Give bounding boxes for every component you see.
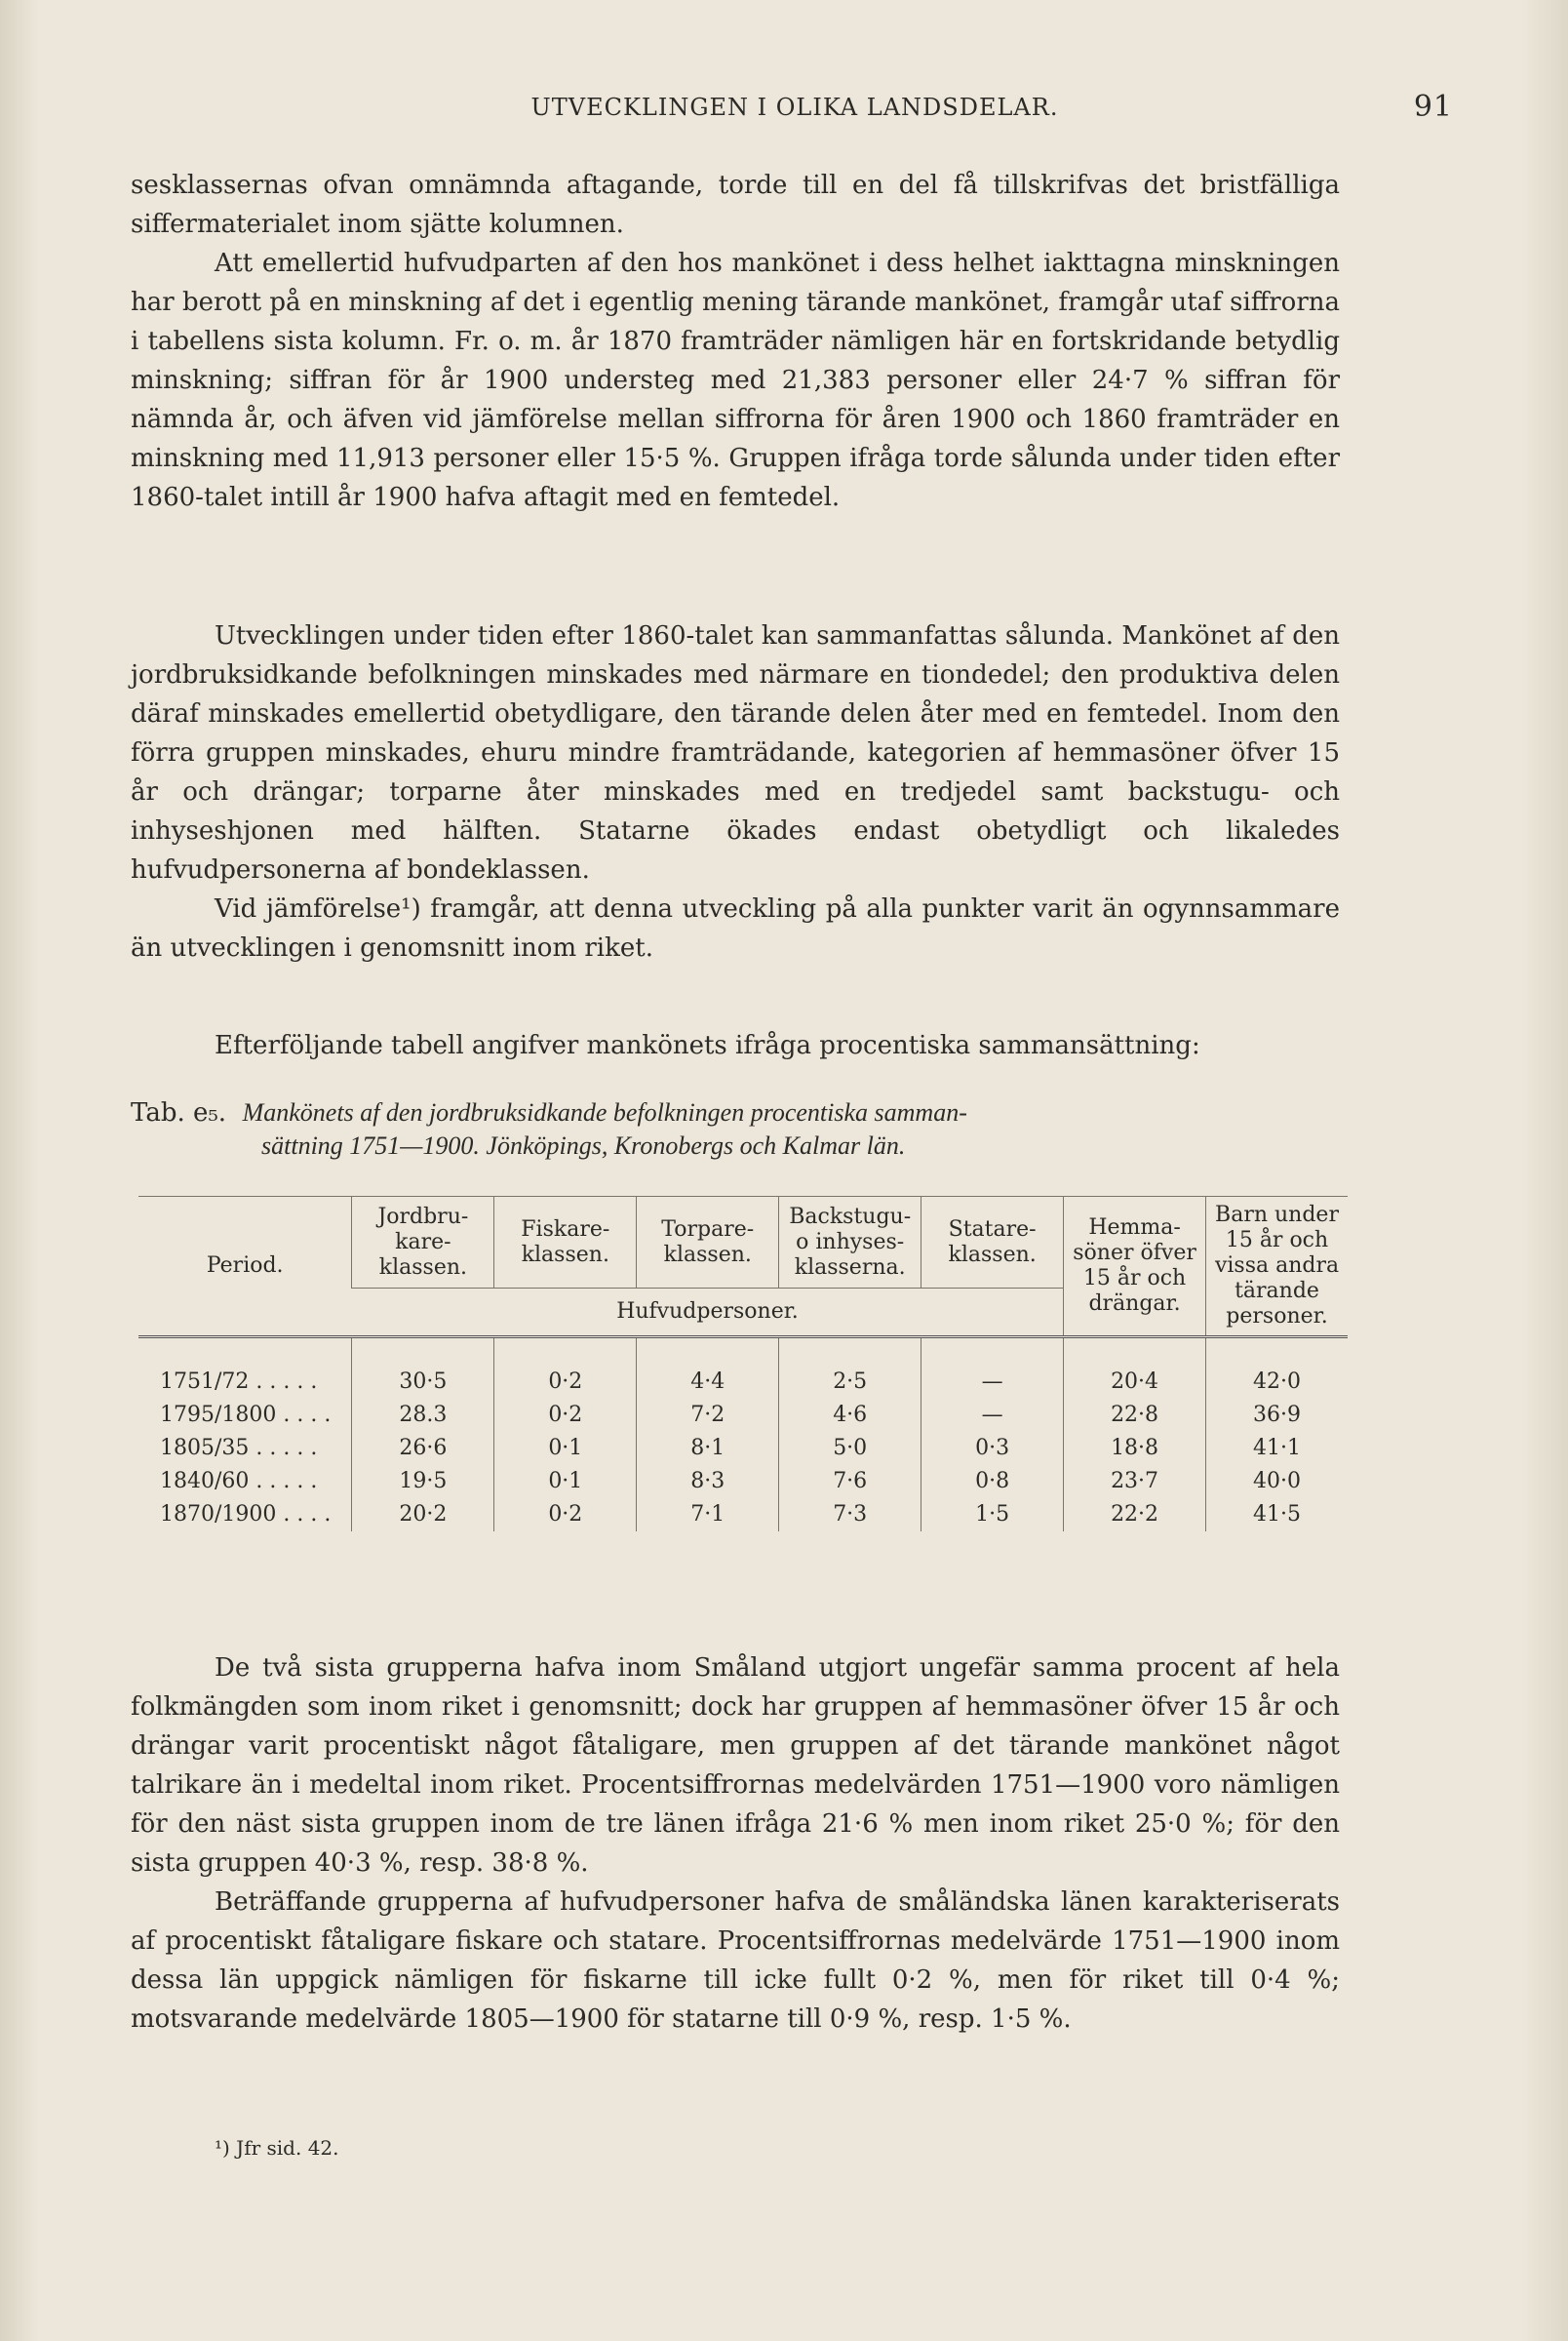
value-cell: 18·8	[1064, 1432, 1206, 1465]
header-jordbrukare: Jordbrukareklassen.	[352, 1197, 494, 1289]
value-cell: 22·2	[1064, 1498, 1206, 1531]
value-cell: 41·1	[1206, 1432, 1348, 1465]
value-cell: —	[921, 1399, 1064, 1432]
value-cell: —	[921, 1337, 1064, 1400]
paragraph: Efterföljande tabell angifver mankönets ifråga procentiska sammansättning:	[215, 1031, 1200, 1060]
header-statare: Statareklassen.	[921, 1197, 1064, 1289]
text-block-2	[131, 616, 1340, 968]
value-cell: 30·5	[352, 1337, 494, 1400]
table-row	[138, 1337, 1348, 1400]
header-barn: Barn under 15 år och vissa andra tärande personer.	[1206, 1197, 1348, 1337]
period-cell: 1751/72 . . . . .	[160, 1369, 318, 1394]
period-cell: 1840/60 . . . . .	[160, 1469, 318, 1493]
paragraph: Beträffande grupperna af hufvudpersoner hafva de småländska länen karakteriserats af procentiskt fåtaligare fiskare och statare. Procentsiffrornas medelvärde 1751—1900 inom dessa län uppgick nämligen för fiskarne till icke fullt 0·2 %, men för riket till 0·4 %; motsvarande medelvärde 1805—1900 för statarne till 0·9 %, resp. 1·5 %.	[131, 1887, 1340, 2034]
value-cell: 41·5	[1206, 1498, 1348, 1531]
paragraph: Utvecklingen under tiden efter 1860-talet kan sammanfattas sålunda. Mankönet af den jordbruksidkande befolkningen minskades med närmare en tiondedel; den produktiva delen däraf minskades emellertid obetydligare, den tärande delen åter med en femtedel. Inom den förra gruppen minskades, ehuru mindre framträdande, kategorien af hemmasöner öfver 15 år och drängar; torparne åter minskades med en tredjedel samt backstugu- och inhyseshjonen med hälften. Statarne ökades endast obetydligt och likaledes hufvudpersonerna af bondeklassen.	[131, 621, 1340, 885]
header-period: Period.	[206, 1253, 284, 1278]
value-cell: 19·5	[352, 1465, 494, 1498]
value-cell: 7·2	[637, 1399, 779, 1432]
header-backstugu: Backstugu- o inhysesklasserna.	[779, 1197, 921, 1289]
text-block-4	[131, 1648, 1340, 2039]
value-cell: 0·2	[494, 1399, 637, 1432]
table-row	[138, 1465, 1348, 1498]
header-hemmasoner: Hemmasöner öfver 15 år och drängar.	[1064, 1197, 1206, 1337]
running-head	[137, 90, 1453, 133]
running-title: UTVECKLINGEN I OLIKA LANDSDELAR.	[530, 94, 1059, 121]
value-cell: 7·1	[637, 1498, 779, 1531]
value-cell: 26·6	[352, 1432, 494, 1465]
value-cell: 0·2	[494, 1337, 637, 1400]
table-row	[138, 1399, 1348, 1432]
period-cell: 1805/35 . . . . .	[160, 1436, 318, 1460]
value-cell: 0·1	[494, 1465, 637, 1498]
header-fiskare: Fiskareklassen.	[494, 1197, 637, 1289]
period-cell: 1870/1900 . . . .	[160, 1502, 332, 1527]
value-cell: 40·0	[1206, 1465, 1348, 1498]
value-cell: 22·8	[1064, 1399, 1206, 1432]
table-body	[138, 1337, 1348, 1532]
header-torpare: Torpareklassen.	[637, 1197, 779, 1289]
table-caption	[131, 1096, 1350, 1163]
paragraph: Att emellertid hufvudparten af den hos mankönet i dess helhet iakttagna minskningen har berott på en minskning af det i egentlig mening tärande mankönet, framgår utaf siffrorna i tabellens sista kolumn. Fr. o. m. år 1870 framträder nämligen här en fortskridande betydlig minskning; siffran för år 1900 understeg med 21,383 personer eller 24·7 % siffran för nämnda år, och äfven vid jämförelse mellan siffrorna för åren 1900 och 1860 framträder en minskning med 11,913 personer eller 15·5 %. Gruppen ifråga torde sålunda under tiden efter 1860-talet intill år 1900 hafva aftagit med en femtedel.	[131, 249, 1340, 512]
value-cell: 28.3	[352, 1399, 494, 1432]
paragraph: sesklassernas ofvan omnämnda aftagande, torde till en del få tillskrifvas det bristfälliga siffermaterialet inom sjätte kolumnen.	[131, 171, 1340, 239]
paragraph: Vid jämförelse¹) framgår, att denna utveckling på alla punkter varit än ogynnsammare än utvecklingen i genomsnitt inom riket.	[131, 894, 1340, 963]
value-cell: 4·4	[637, 1337, 779, 1400]
footnote: ¹) Jfr sid. 42.	[215, 2136, 339, 2160]
value-cell: 5·0	[779, 1432, 921, 1465]
value-cell: 7·3	[779, 1498, 921, 1531]
value-cell: 7·6	[779, 1465, 921, 1498]
value-cell: 8·1	[637, 1432, 779, 1465]
value-cell: 2·5	[779, 1337, 921, 1400]
caption-line-1: Mankönets af den jordbruksidkande befolkningen procentiska samman-	[242, 1098, 967, 1127]
value-cell: 36·9	[1206, 1399, 1348, 1432]
paragraph: De två sista grupperna hafva inom Småland utgjort ungefär samma procent af hela folkmängden som inom riket i genomsnitt; dock har gruppen af hemmasöner öfver 15 år och drängar varit procentiskt något fåtaligare, men gruppen af det tärande mankönet något talrikare än i medeltal inom riket. Procentsiffrornas medelvärden 1751—1900 voro nämligen för den näst sista gruppen inom de tre länen ifråga 21·6 % men inom riket 25·0 %; för den sista gruppen 40·3 %, resp. 38·8 %.	[131, 1653, 1340, 1878]
value-cell: 42·0	[1206, 1337, 1348, 1400]
text-block-1	[131, 166, 1340, 517]
period-cell: 1795/1800 . . . .	[160, 1403, 332, 1427]
value-cell: 20·2	[352, 1498, 494, 1531]
value-cell: 4·6	[779, 1399, 921, 1432]
value-cell: 20·4	[1064, 1337, 1206, 1400]
table-row	[138, 1498, 1348, 1531]
value-cell: 0·2	[494, 1498, 637, 1531]
value-cell: 0·8	[921, 1465, 1064, 1498]
caption-line-2: sättning 1751—1900. Jönköpings, Kronobergs och Kalmar län.	[261, 1131, 906, 1160]
text-block-3	[131, 1026, 1340, 1065]
caption-prefix: Tab. e₅.	[131, 1098, 227, 1128]
composition-table	[138, 1196, 1348, 1531]
table-row	[138, 1432, 1348, 1465]
header-group-hufvudpersoner: Hufvudpersoner.	[352, 1289, 1064, 1337]
value-cell: 8·3	[637, 1465, 779, 1498]
value-cell: 0·1	[494, 1432, 637, 1465]
value-cell: 0·3	[921, 1432, 1064, 1465]
value-cell: 23·7	[1064, 1465, 1206, 1498]
value-cell: 1·5	[921, 1498, 1064, 1531]
page-number: 91	[1413, 90, 1453, 124]
